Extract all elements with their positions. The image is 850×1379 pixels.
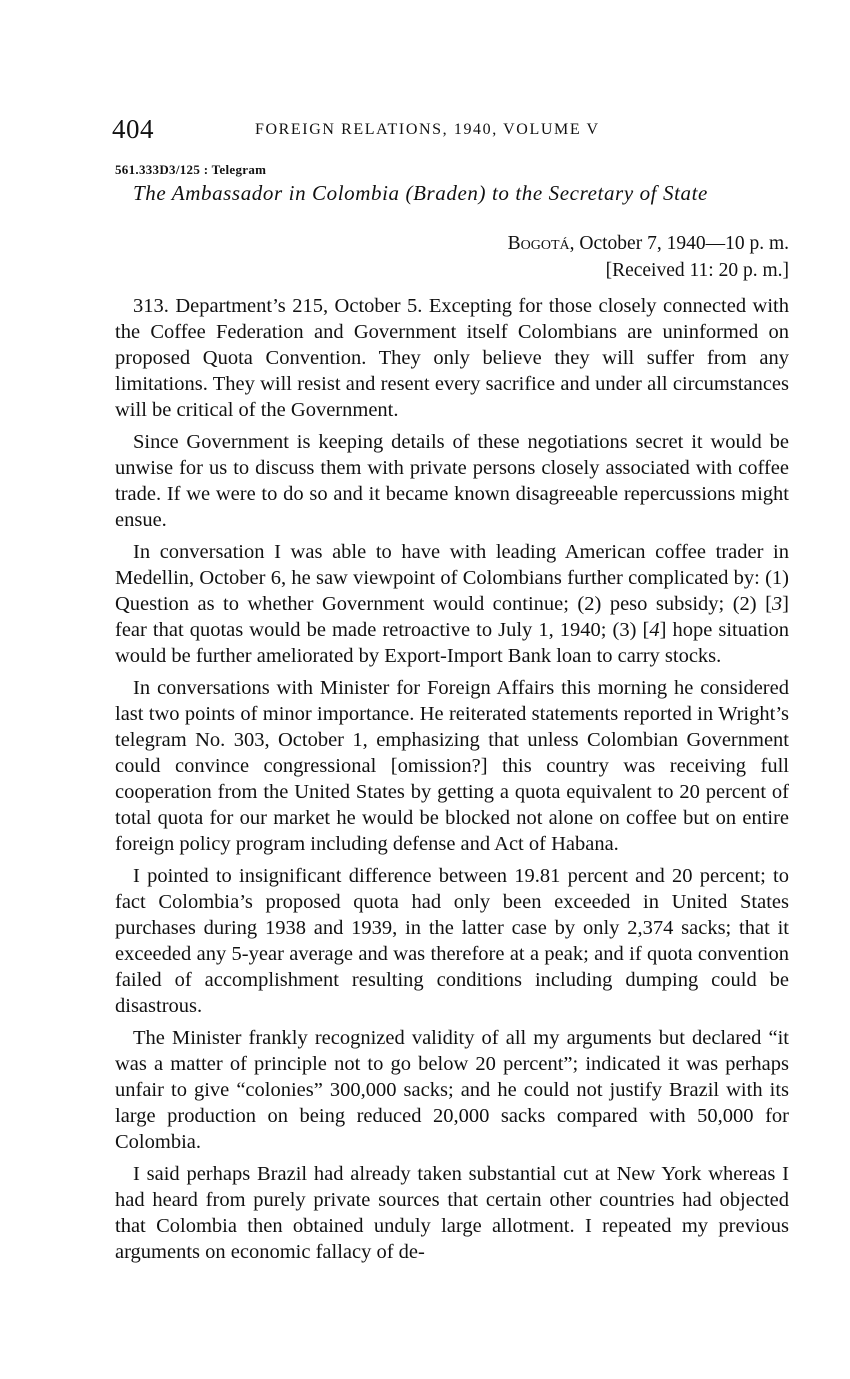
paragraph-6: The Minister frankly recognized validity of all my arguments but declared “it was a matter of principle not to go below 20 percent”; indicated it was perhaps unfair to give “colonies” 300,000 sacks; and he could not justify Brazil with its large production on being reduced 20,000 sacks compared with 50,000 for Colombia. — [115, 1027, 789, 1153]
paragraph-3-part-a: In conversation I was able to have with leading American coffee trader in Medellin, October 6, he saw viewpoint of Colombians further complicated by: (1) Question as to whether Government would continue; (2) peso subsidy; (2) [ — [115, 541, 789, 615]
paragraph-3-part-b: ] fear that quotas would be made retroactive to July 1, 1940; (3) [ — [115, 593, 789, 641]
running-title: FOREIGN RELATIONS, 1940, VOLUME V — [255, 121, 600, 138]
sent-line — [115, 230, 789, 257]
sent-date-time: , October 7, 1940—10 p. m. — [569, 233, 789, 254]
paragraph-3 — [115, 539, 789, 669]
editorial-correction-3: 3 — [771, 593, 783, 615]
paragraph-7: I said perhaps Brazil had already taken substantial cut at New York whereas I had heard from purely private sources that certain other countries had objected that Colombia then obtained unduly large allotment. I repeated my previous arguments on economic fallacy of de- — [115, 1163, 789, 1263]
document-reference: 561.333D3/125 : Telegram — [115, 162, 267, 177]
document-page — [112, 112, 789, 1271]
running-header — [112, 112, 789, 146]
paragraph-2: Since Government is keeping details of these negotiations secret it would be unwise for us to discuss them with private persons closely associated with coffee trade. If we were to do so and it became known disagreeable repercussions might ensue. — [115, 431, 789, 531]
paragraph-1: 313. Department’s 215, October 5. Excepting for those closely connected with the Coffee Federation and Government itself Colombians are uninformed on proposed Quota Convention. They only believe they will suffer from any limitations. They will resist and resent every sacrifice and under all circumstances will be critical of the Government. — [115, 295, 789, 421]
paragraph-5: I pointed to insignificant difference between 19.81 percent and 20 percent; to fact Colombia’s proposed quota had only been exceeded in United States purchases during 1938 and 1939, in the latter case by only 2,374 sacks; that it exceeded any 5-year average and was therefore at a peak; and if quota convention failed of accomplishment resulting conditions including dumping could be disastrous. — [115, 865, 789, 1017]
received-line: [Received 11: 20 p. m.] — [605, 260, 789, 281]
place-name: Bogotá — [507, 233, 570, 254]
dateline — [115, 230, 789, 284]
editorial-correction-4: 4 — [649, 619, 660, 641]
telegram-body — [115, 293, 789, 1265]
page-number: 404 — [112, 114, 154, 144]
document-heading: The Ambassador in Colombia (Braden) to the Secretary of State — [133, 181, 708, 205]
paragraph-4: In conversations with Minister for Foreign Affairs this morning he considered last two points of minor importance. He reiterated statements reported in Wright’s telegram No. 303, October 1, emphasizing that unless Colombian Government could convince congressional [omission?] this country was receiving full cooperation from the United States by getting a quota equivalent to 20 percent of total quota for our market he would be blocked not alone on coffee but on entire foreign policy program including defense and Act of Habana. — [115, 677, 789, 855]
paragraph-3-part-c: ] hope situation would be further ameliorated by Export-Import Bank loan to carry stocks. — [115, 619, 789, 667]
